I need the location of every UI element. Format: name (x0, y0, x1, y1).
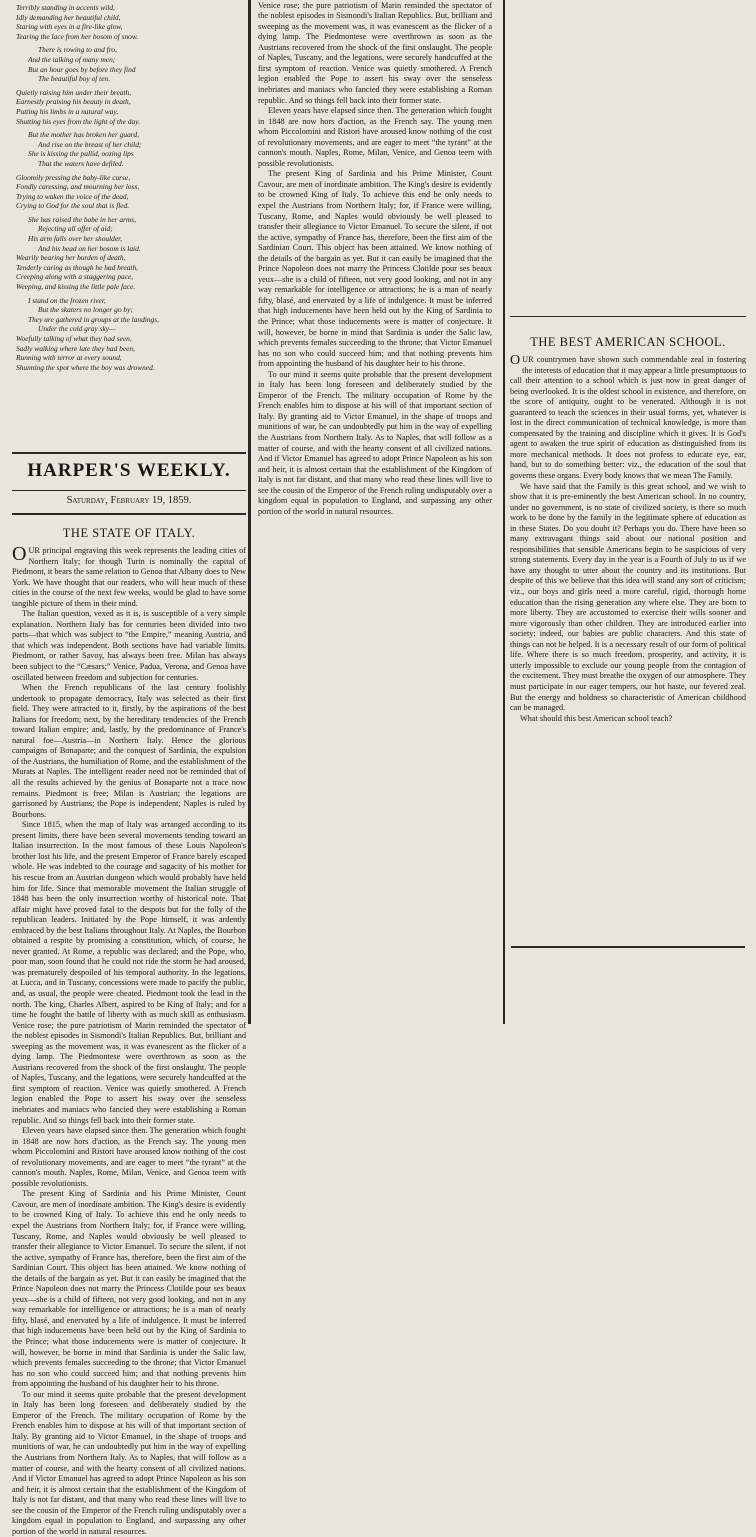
poem-line: Staring with eyes in a fire-like glow, (16, 22, 123, 32)
poem-line: Gloomily pressing the baby-like curse, (16, 172, 131, 182)
paragraph-text: UR principal engraving this week represents the leading cities of Northern Italy; for though Turin is nominally the capital of Piedmont, it bears the same relation to Genoa that Albany does to New York. We have thought that our readers, who will hear much of these cities in the course of the next few weeks, would be glad to have some tangible picture of them in their mind. (12, 546, 246, 608)
poem-line: But an hour goes by before they find (28, 64, 136, 74)
column-rule-right (503, 0, 505, 1024)
poem-stanza (16, 88, 244, 126)
poem-line: Trying to waken the voice of the dead, (16, 191, 129, 201)
poem-line: That the waters have defiled. (38, 158, 124, 168)
article-paragraph (510, 355, 746, 482)
poem-line: She has raised the babe in her arms, (28, 214, 136, 224)
article-title-italy: THE STATE OF ITALY. (62, 526, 196, 540)
italy-column-1 (12, 543, 246, 1536)
poem-stanza (16, 296, 244, 373)
poem-line: Shunning the spot where the boy was drowned. (16, 362, 155, 372)
article-paragraph: The present King of Sardinia and his Prime Minister, Count Cavour, are men of inordinate ambition. The King's desire is evidently to be crowned King of Italy. To achieve this end he only needs to expel the Austrians from Northern Italy; for, if France were willing, Tuscany, Rome, and Naples would obviously be well pleased to transfer their allegiance to Victor Emanuel. To secure the silent, if not the active, sympathy of France has, therefore, been the first aim of the Sardinian Court. This object has been attained. We know nothing of the details of the bargain as yet. But it can easily be imagined that the Prince Napoleon does not marry the Princess Clotilde pour ses beaux yeux—she is a child of fifteen, not very good looking, and not in any way remarkable for intelligence or attractions; he is a man of nearly fifty, blasé, and enervated by a life of indulgence. It must be inferred that high inducements have been held out by the King of Sardinia to the Prince; what those inducements were is matter of conjecture. It will, however, be borne in mind that Sardinia is under the Salic law, which prevents females succeeding to the throne; that Victor Emanuel has no son who could succeed him; and that nothing prevents him from appointing the husband of his daughter heir to his throne. (12, 1189, 246, 1389)
poem-line: Weeping, and kissing the little pale face. (16, 282, 136, 292)
poem-line: Shutting his eyes from the light of the day. (16, 116, 140, 126)
article-paragraph: Since 1815, when the map of Italy was arranged according to its present limits, there have been several movements tending toward an Italian insurrection. In the most famous of these Louis Napoleon's brother lost his life, and the present Emperor of France barely escaped whole. He was indebted to the courage and sagacity of his mother for his rescue from an Austrian dungeon which would probably have held him for life. Since that memorable movement the Italian struggle of 1848 has been the only insurrection worthy of historical note. That affair might have proved fatal to the despots but for the folly of the republican leaders. Initiated by the Pope himself, it was ardently embraced by the best Italians throughout Italy. At Naples, the Bourbon obtained a respite by promising a constitution, which, of course, he never granted. At Rome, a republic was declared; and the Pope, who, poor man, soon found that he could not ride the storm he had aroused, was prematurely despoiled of his temporal authority. In the legations, at Lucca, and in Tuscany, concessions were made to pacify the public, and, as usual, the people were cheated. Piedmont took the lead in the north. The king, Charles Albert, aspired to be King of Italy; and for a time he fought the battle of liberty with as much skill as enthusiasm. Venice rose; the pure patriotism of Marin reminded the spectator of the noblest episodes in Sismondi's Italian Republics. But, brilliant and sweeping as the movement was, it was evanescent as the flicker of a dying lamp. The Piedmontese were overthrown as soon as the Austrians recovered from the shock of the first onslaught. The people of Naples, Tuscany, and the legations, were securely handcuffed at the first symptom of reaction. Venice was quietly smothered. A French legion enabled the Pope to assert his sway over the senseless inebriates and maniacs who fancied they were establishing a Roman republic. And so things fell back into their former state. (12, 820, 246, 1125)
poem-stanza (16, 45, 244, 83)
masthead-rule-top (12, 452, 246, 454)
poem-line: Quietly raising him under their breath, (16, 87, 132, 97)
masthead: HARPER'S WEEKLY. (27, 460, 231, 481)
dropcap: O (510, 353, 521, 368)
article-paragraph: When the French republicans of the last century foolishly undertook to propagate democracy, Italy was selected as their first field. They were attracted to it, firstly, by the aspirations of the best Italians for freedom; next, by the hereditary tendencies of the French toward Italian empire; and, lastly, by the predominance of France's natural foe—Austria—in Northern Italy. Hence the glorious campaigns of Bonaparte; and the conquest of Sardinia, the expulsion of the Austrians, the humiliation of Rome, and the establishment of the Murats at Naples. The intelligent reader need not be reminded that of all the results achieved by the genius of Bonaparte not a trace now remains. Piedmont is free; Milan is Austrian; the legations are garrisoned by Austrians; the Pope is independent; Naples is ruled by Bourbons. (12, 683, 246, 819)
poem-line: Earnestly praising his beauty in death, (16, 97, 131, 107)
poem-stanza (16, 130, 244, 168)
poem-stanza (16, 215, 244, 292)
article-paragraph: Venice rose; the pure patriotism of Marin reminded the spectator of the noblest episodes in Sismondi's Italian Republics. But, brilliant and sweeping as the movement was, it was evanescent as the flicker of a dying lamp. The Piedmontese were overthrown as soon as the Austrians recovered from the shock of the first onslaught. The people of Naples, Tuscany, and the legations, were securely handcuffed at the first symptom of reaction. Venice was quietly smothered. A French legion enabled the Pope to assert his sway over the senseless inebriates and maniacs who fancied they were establishing a Roman republic. And so things fell back into their former state. (258, 0, 492, 105)
italy-column-2 (258, 2, 498, 1020)
italy-column-3 (510, 2, 746, 308)
poem-line: Sadly walking where late they had been, (16, 343, 135, 353)
article-paragraph: What should this best American school teach? (520, 713, 673, 723)
poem-line: She is kissing the pallid, oozing lips (28, 149, 134, 159)
poem-line: Woefully talking of what they had seen, (16, 334, 132, 343)
dateline: Saturday, February 19, 1859. (66, 495, 192, 506)
article-paragraph: The present King of Sardinia and his Prime Minister, Count Cavour, are men of inordinate ambition. The King's desire is evidently to be crowned King of Italy. To achieve this end he only needs to expel the Austrians from Northern Italy; for, if France were willing, Tuscany, Rome, and Naples would obviously be well pleased to transfer their allegiance to Victor Emanuel. To secure the silent, if not the active, sympathy of France has, therefore, been the first aim of the Sardinian Court. This object has been attained. We know nothing of the details of the bargain as yet. But it can easily be imagined that the Prince Napoleon does not marry the Princess Clotilde pour ses beaux yeux—she is a child of fifteen, not very good looking, and not in any way remarkable for intelligence or attractions; he is a man of nearly fifty, blasé, and enervated by a life of indulgence. It must be inferred that high inducements have been held out by the King of Sardinia to the Prince; what those inducements were is matter of conjecture. It will, however, be borne in mind that Sardinia is under the Salic law, which prevents females succeeding to the throne; that Victor Emanuel has no son who could succeed him; and that nothing prevents him from appointing the husband of his daughter heir to his throne. (258, 169, 492, 369)
article-paragraph: To our mind it seems quite probable that the present development in Italy has been long foreseen and deliberately studied by the Emperor of the French. The military occupation of Rome by the French enables him to dispose at his will of that important section of Italy. By granting aid to Victor Emanuel, in the shape of troops and munitions of war, he can undoubtedly put him in the way of expelling the Austrians from Northern Italy. As to Naples, that will follow as a matter of course, and with the hearty consent of all civilized nations. And if Victor Emanuel has agreed to adopt Prince Napoleon as his son and heir, it is almost certain that the establishment of the Kingdom of Italy is not far distant, and that many who read these lines will live to see the cousin of the Emperor of the French ruling undisputably over a kingdom equal in population to England, and surpassing any other portion of the world in natural resources. (12, 1389, 246, 1536)
article-paragraph: The Italian question, vexed as it is, is susceptible of a very simple explanation. Northern Italy has for centuries been divided into two parts—that which was subject to “the Empire,” meaning Austria, and that which was independent. Both sections have had variable limits. Piedmont, or rather Savoy, has always been free. Milan has always been subject to the “Cæsars;” Venice, Padua, Verona, and Genoa have oscillated between freedom and subjection for centuries. (12, 609, 246, 682)
poem (16, 3, 244, 421)
poem-stanza (16, 173, 244, 211)
masthead-rule-bottom (12, 490, 246, 491)
poem-line: The beautiful boy of ten. (38, 74, 111, 84)
paragraph-text: UR countrymen have shown such commendable zeal in fostering the interests of education that it may appear a little presumptuous to call their attention to a school which is just now in great danger of being overlooked. It is the oldest school in existence, and therefore, on the score of antiquity, ought to be venerated. Although it is not guaranteed to teach the sciences in their usual forms, yet, whatever is lost in the direct communication of technical knowledge, is more than compensated by the training and discipline which it gives. It is God's agent to awaken the true spirit of education as distinguished from its more mechanical methods. It does not profess to educate eye, ear, hand, but to do something better: viz., the education of the soul that governs these organs. Every body knows that we mean The Family. (510, 355, 746, 481)
article-title-school: THE BEST AMERICAN SCHOOL. (530, 335, 726, 349)
poem-line: His arm falls over her shoulder, (28, 234, 123, 244)
section-rule (510, 316, 746, 317)
poem-line: Running with terror at every sound, (16, 353, 122, 363)
poem-line: Crying to God for the soul that is fled. (16, 201, 130, 211)
poem-stanza (16, 3, 244, 41)
poem-line: Terribly standing in accents wild, (16, 3, 115, 12)
article-body-italy (12, 543, 246, 1537)
poem-line: But the mother has broken her guard, (28, 130, 139, 140)
article-paragraph: We have said that the Family is this great school, and we wish to show that it is pre-eminently the best American school. In no country, under no government, is no state of civilized society, is there so much work to be done by the family in the legitimate sphere of education as in these States. Do you doubt it? Perhaps you do. There have been so many extravagant things said about our national position and responsibilities that sensible Americans begin to be suspicious of very strong statements. Every day in the year is a Fourth of July to us if we have any thought to utter about the country and its institutions. But despite of this we believe that this idea will stand any sort of criticism; viz., our boys and girls need a more careful, rigid, thorough home education than the rising generation any where else. They are born to more liberty. They are accustomed to exercise their wills sooner and more vigorously than other children. They are introduced earlier into society; indeed, our babies are public characters. And this state of things can not be helped. It is a necessary result of our form of political life. Where there is so much freedom, prosperity, and activity, it is utterly impossible to exclude our young people from the contagion of the excitement. They must breathe the oxygen of our atmosphere. They must participate in our eager tempers, our hot haste, our fevered zeal. But the energy and boldness so characteristic of American childhood can be managed. (510, 481, 746, 713)
article-paragraph (12, 543, 246, 609)
poem-line: Putting his limbs in a natural way, (16, 106, 119, 116)
poem-line: Creeping along with a staggering pace, (16, 272, 134, 282)
article-body-school (510, 355, 746, 724)
poem-line: Fondly caressing, and mourning her loss, (16, 182, 140, 192)
article-body-italy-continued (258, 0, 492, 517)
poem-line: Rejecting all offer of aid; (38, 224, 113, 234)
poem-line: But the skaters no longer go by; (38, 305, 133, 315)
poem-line: There is rowing to and fro, (38, 45, 117, 55)
poem-line: I stand on the frozen river, (28, 295, 106, 305)
poem-line: And the talking of many men; (28, 54, 116, 64)
poem-line: Tenderly caring as though he had breath, (16, 262, 139, 272)
school-column (510, 355, 746, 1019)
dropcap: O (12, 543, 27, 565)
dateline-rule (12, 513, 246, 515)
poem-line: Tearing the lace from her bosom of snow. (16, 31, 139, 41)
poem-line: Wearily bearing her burden of death, (16, 253, 126, 263)
poem-line: And his head on her bosom is laid. (38, 243, 141, 253)
poem-line: They are gathered in groups at the landings, (28, 314, 159, 324)
poem-line: Under the cold gray sky— (38, 324, 116, 334)
article-paragraph: Eleven years have elapsed since then. The generation which fought in 1848 are now hors d'action, as the French say. The young men whom Piccolomini and Ristori have aroused know nothing of the cost of revolutionary movements, and are eager to meet “the tyrant” at the cannon's mouth. Naples, Rome, Milan, Venice, and Genoa teem with possible revolutionists. (12, 1126, 246, 1188)
article-paragraph: Eleven years have elapsed since then. The generation which fought in 1848 are now hors d'action, as the French say. The young men whom Piccolomini and Ristori have aroused know nothing of the cost of revolutionary movements, and are eager to meet “the tyrant” at the cannon's mouth. Naples, Rome, Milan, Venice, and Genoa teem with possible revolutionists. (258, 106, 492, 168)
article-paragraph: To our mind it seems quite probable that the present development in Italy has been long foreseen and deliberately studied by the Emperor of the French. The military occupation of Rome by the French enables him to dispose at his will of that important section of Italy. By granting aid to Victor Emanuel, in the shape of troops and munitions of war, he can undoubtedly put him in the way of expelling the Austrians from Northern Italy. As to Naples, that will follow as a matter of course, and with the hearty consent of all civilized nations. And if Victor Emanuel has agreed to adopt Prince Napoleon as his son and heir, it is almost certain that the establishment of the Kingdom of Italy is not far distant, and that many who read these lines will live to see the cousin of the Emperor of the French ruling undisputably over a kingdom equal in population to England, and surpassing any other portion of the world in natural resources. (258, 369, 492, 516)
poem-line: And rise on the breast of her child; (38, 139, 142, 149)
poem-line: Idly demanding her beautiful child, (16, 12, 121, 22)
column-rule-left (248, 0, 251, 1024)
